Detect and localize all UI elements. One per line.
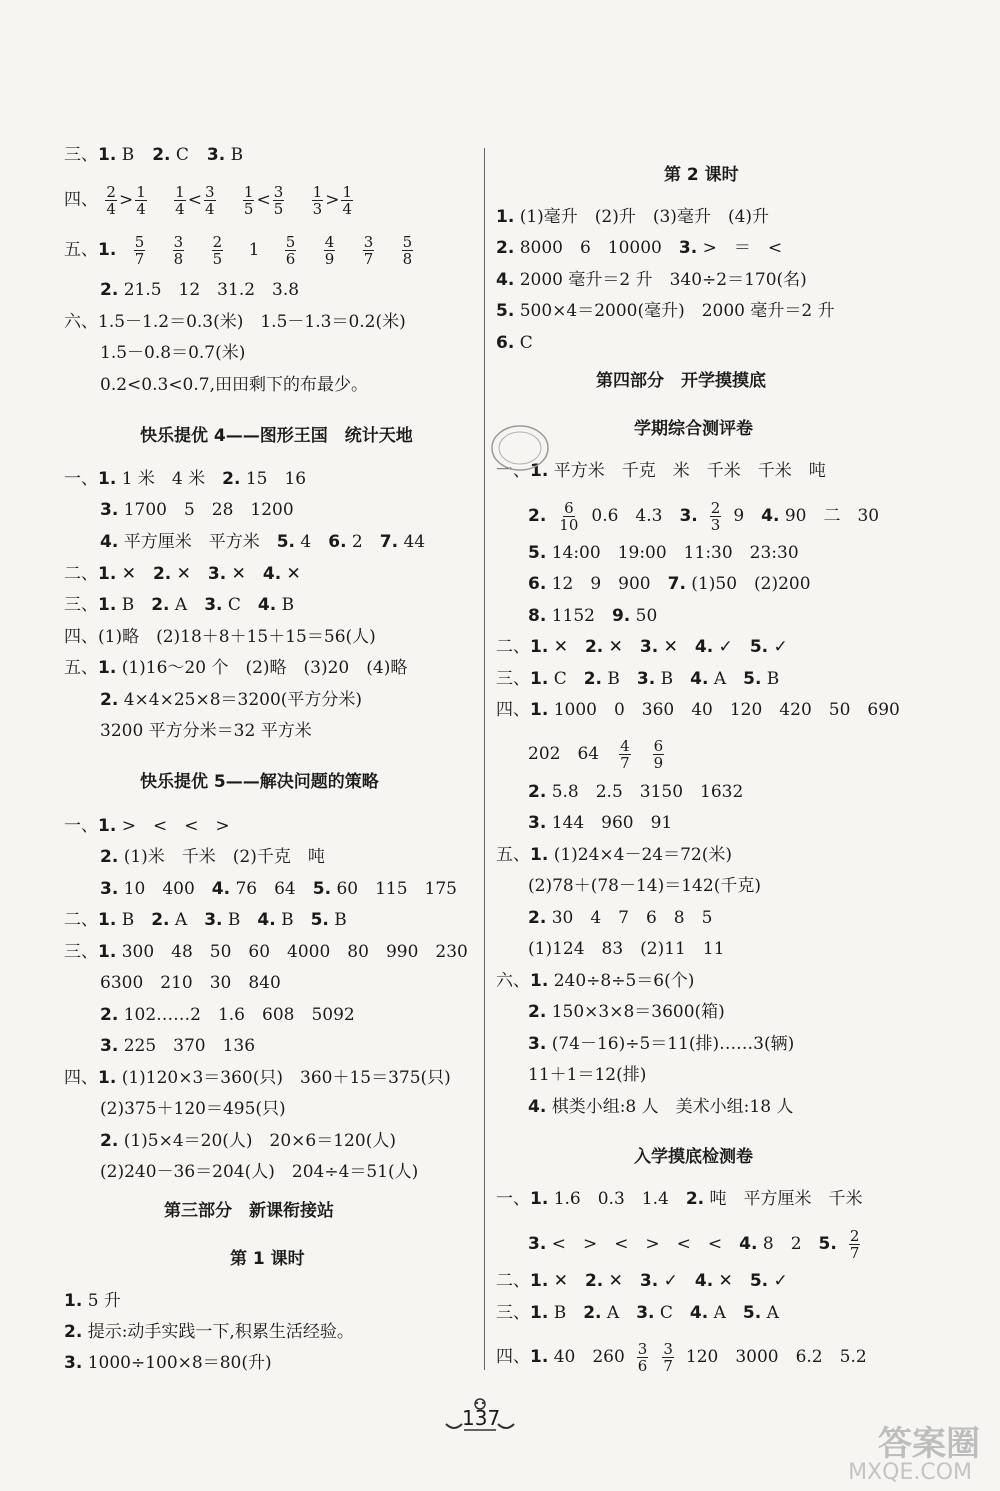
answer-line: 二、1. B 2. A 3. B 4. B 5. B [64, 910, 347, 930]
lesson-heading: 第 2 课时 [664, 165, 739, 185]
answer-line-fractions: 四、 $\frac{2}{4}$ > $\frac{1}{4}$ $\frac{1}{4}$ < $\frac{3}{4}$ $\frac{1}{5}$ < $\frac{3}{5}$ $\frac{1}{3}$ > $\frac{1}{4}$ [64, 183, 352, 218]
part-heading: 第三部分 新课衔接站 [164, 1201, 334, 1221]
answer-line: 四、1. 1000 0 360 40 120 420 50 690 [496, 700, 900, 720]
section-heading: 快乐提优 5——解决问题的策略 [140, 772, 379, 792]
answer-line: 5. 14:00 19:00 11:30 23:30 [528, 543, 799, 563]
answer-line: 6300 210 30 840 [100, 973, 281, 993]
answer-line: 一、1. > < < > [64, 816, 230, 836]
answer-line: (2)78＋(78－14)＝142(千克) [528, 876, 761, 896]
answer-line: 4. 2000 毫升＝2 升 340÷2＝170(名) [496, 270, 807, 290]
answer-line: 二、1. ✕ 2. ✕ 3. ✓ 4. ✕ 5. ✓ [496, 1271, 788, 1291]
answer-line-fractions: 3. < > < > < < 4. 8 2 5. $\frac{2}{7}$ [528, 1227, 860, 1262]
answer-line: 四、1. (1)120×3＝360(只) 360＋15＝375(只) [64, 1068, 451, 1088]
answer-line: 3200 平方分米＝32 平方米 [100, 721, 312, 741]
answer-line: 2. 8000 6 10000 3. > ＝ < [496, 238, 783, 258]
answer-line: 3. 144 960 91 [528, 813, 673, 833]
section-heading: 学期综合测评卷 [634, 419, 753, 439]
answer-line: 三、1. C 2. B 3. B 4. A 5. B [496, 669, 780, 689]
answer-line: 2. 150×3×8＝3600(箱) [528, 1002, 725, 1022]
answer-line: 2. 102……2 1.6 608 5092 [100, 1005, 355, 1025]
answer-line: 六、1.5－1.2＝0.3(米) 1.5－1.3＝0.2(米) [64, 312, 406, 332]
answer-line: 2. (1)米 千米 (2)千克 吨 [100, 847, 325, 867]
answer-line: 六、1. 240÷8÷5＝6(个) [496, 971, 695, 991]
part-heading: 第四部分 开学摸摸底 [596, 371, 766, 391]
answer-line: 2. 21.5 12 31.2 3.8 [100, 280, 300, 300]
answer-line: 0.2<0.3<0.7,田田剩下的布最少。 [100, 375, 368, 395]
answer-line: 五、1. (1)16～20 个 (2)略 (3)20 (4)略 [64, 658, 408, 678]
answer-line: 三、1. B 2. A 3. C 4. B [64, 595, 295, 615]
answer-line: 二、1. ✕ 2. ✕ 3. ✕ 4. ✕ [64, 564, 301, 584]
section-heading: 快乐提优 4——图形王国 统计天地 [140, 426, 413, 446]
answer-line: 4. 平方厘米 平方米 5. 4 6. 2 7. 44 [100, 532, 426, 552]
answer-line: 一、1. 平方米 千克 米 千米 千米 吨 [496, 461, 826, 481]
answer-line: (1)124 83 (2)11 11 [528, 939, 725, 959]
answer-line: 3. (74－16)÷5＝11(排)……3(辆) [528, 1034, 795, 1054]
answer-line: 2. 5.8 2.5 3150 1632 [528, 782, 744, 802]
answer-line: (2)375＋120＝495(只) [100, 1099, 286, 1119]
answer-line-fractions: 202 64 $\frac{4}{7}$ $\frac{6}{9}$ [528, 737, 664, 772]
answer-line: 三、1. 300 48 50 60 4000 80 990 230 [64, 942, 468, 962]
column-divider [484, 148, 485, 1370]
stamp-icon [488, 420, 552, 476]
answer-line: 5. 500×4＝2000(毫升) 2000 毫升＝2 升 [496, 301, 835, 321]
watermark-url: MXQE.COM [848, 1460, 972, 1485]
answer-line-fractions: 四、1. 40 260 $\frac{3}{6}$ $\frac{3}{7}$ 120 3000 6.2 5.2 [496, 1340, 867, 1375]
answer-line: 二、1. ✕ 2. ✕ 3. ✕ 4. ✓ 5. ✓ [496, 637, 788, 657]
answer-line: 3. 10 400 4. 76 64 5. 60 115 175 [100, 879, 457, 899]
answer-line: 三、1. B 2. A 3. C 4. A 5. A [496, 1303, 779, 1323]
answer-line: 1. 5 升 [64, 1291, 121, 1311]
watermark-logo: 答案圈 [878, 1424, 980, 1464]
answer-line: 3. 225 370 136 [100, 1036, 256, 1056]
answer-line: 3. 1700 5 28 1200 [100, 500, 294, 520]
answer-line: 一、1. 1 米 4 米 2. 15 16 [64, 469, 307, 489]
answer-line: 2. 30 4 7 6 8 5 [528, 908, 713, 928]
answer-line: 1. (1)毫升 (2)升 (3)毫升 (4)升 [496, 207, 770, 227]
answer-line: 三、1. B 2. C 3. B [64, 145, 244, 165]
answer-line-fractions: 2. $\frac{6}{10}$ 0.6 4.3 3. $\frac{2}{3}$ 9 4. 90 二 30 [528, 499, 880, 534]
answer-line: 6. 12 9 900 7. (1)50 (2)200 [528, 574, 811, 594]
answer-line: 2. 提示:动手实践一下,积累生活经验。 [64, 1322, 354, 1342]
section-heading: 入学摸底检测卷 [634, 1147, 753, 1167]
answer-line: 11＋1＝12(排) [528, 1065, 647, 1085]
answer-line: 五、1. (1)24×4－24＝72(米) [496, 845, 733, 865]
answer-line: 一、1. 1.6 0.3 1.4 2. 吨 平方厘米 千米 [496, 1189, 863, 1209]
answer-line: 8. 1152 9. 50 [528, 606, 658, 626]
answer-line: 2. (1)5×4＝20(人) 20×6＝120(人) [100, 1131, 396, 1151]
lesson-heading: 第 1 课时 [230, 1249, 305, 1269]
answer-line: (2)240－36＝204(人) 204÷4＝51(人) [100, 1162, 419, 1182]
answer-line: 4. 棋类小组:8 人 美术小组:18 人 [528, 1097, 794, 1117]
answer-line: 1.5－0.8＝0.7(米) [100, 343, 246, 363]
page-number: 137 [462, 1406, 501, 1430]
answer-line: 3. 1000÷100×8＝80(升) [64, 1353, 272, 1373]
answer-line: 2. 4×4×25×8＝3200(平方分米) [100, 690, 363, 710]
answer-line-fractions: 五、1. $\frac{5}{7}$ $\frac{3}{8}$ $\frac{2}{5}$ 1 $\frac{5}{6}$ $\frac{4}{9}$ $\frac{3}{7}$ $\frac{5}{8}$ [64, 233, 413, 268]
answer-line: 四、(1)略 (2)18＋8＋15＋15＝56(人) [64, 627, 376, 647]
answer-line: 6. C [496, 333, 533, 353]
